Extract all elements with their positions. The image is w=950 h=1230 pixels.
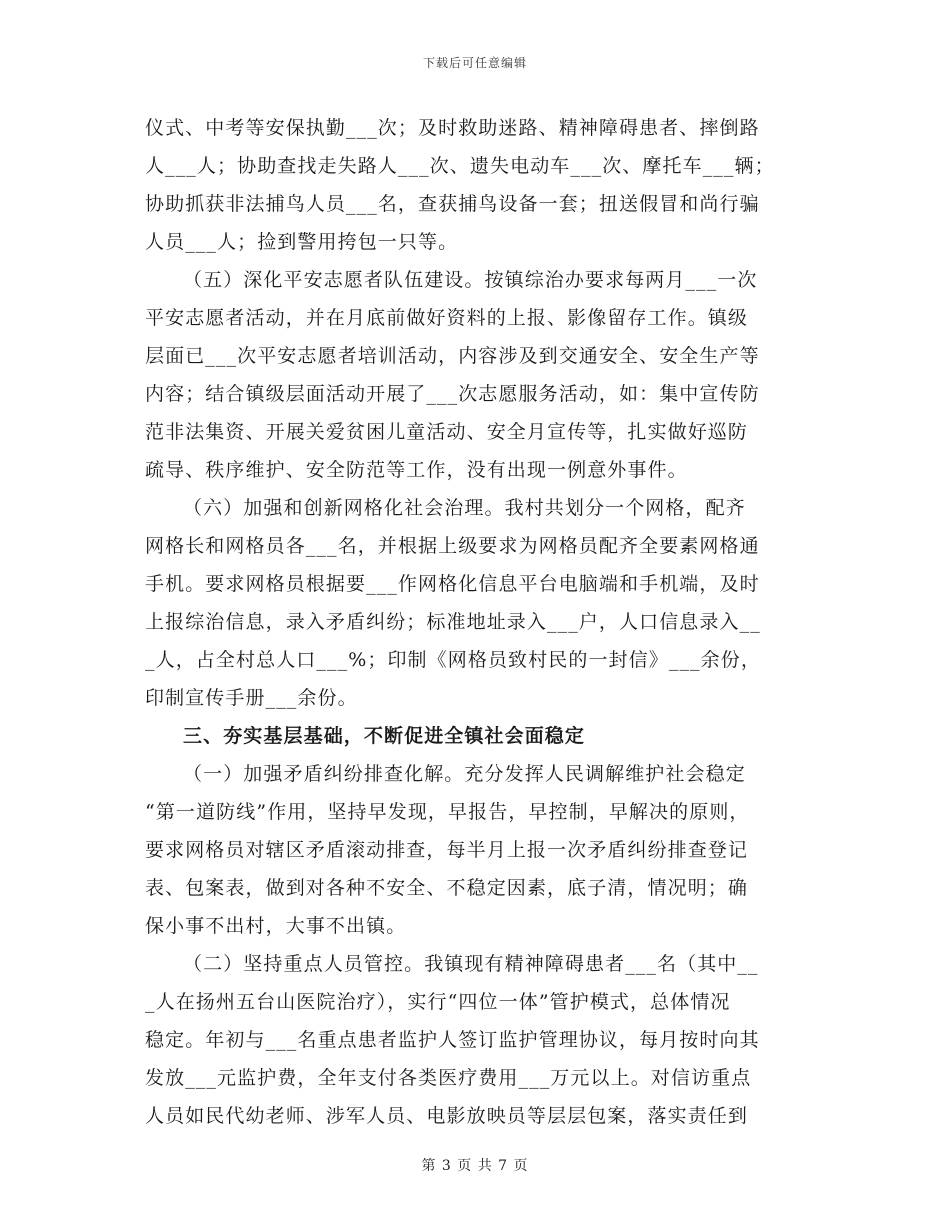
page-number-footer: 第 3 页 共 7 页 xyxy=(421,1158,529,1174)
text-line: 平安志愿者活动，并在月底前做好资料的上报、影像留存工作。镇级 xyxy=(145,307,749,329)
text-line: 保小事不出村，大事不出镇。 xyxy=(145,915,407,937)
text-line: 协助抓获非法捕鸟人员___名，查获捕鸟设备一套；扭送假冒和尚行骗 xyxy=(145,193,760,215)
paragraph-start-line: （五）深化平安志愿者队伍建设。按镇综治办要求每两月___一次 xyxy=(183,269,758,291)
text-line: 上报综治信息，录入矛盾纠纷；标准地址录入___户，人口信息录入__ xyxy=(145,611,761,633)
text-line: 网格长和网格员各___名，并根据上级要求为网格员配齐全要素网格通 xyxy=(145,535,760,557)
paragraph-start-line: （二）坚持重点人员管控。我镇现有精神障碍患者___名（其中__ xyxy=(183,953,759,975)
text-line: _人，占全村总人口___%；印制《网格员致村民的一封信》___余份， xyxy=(145,649,761,671)
text-line: 范非法集资、开展关爱贫困儿童活动、安全月宣传等，扎实做好巡防 xyxy=(145,421,749,443)
text-line: 人员如民代幼老师、涉军人员、电影放映员等层层包案，落实责任到 xyxy=(145,1105,749,1127)
text-line: 疏导、秩序维护、安全防范等工作，没有出现一例意外事件。 xyxy=(145,459,688,481)
text-line: 发放___元监护费，全年支付各类医疗费用___万元以上。对信访重点 xyxy=(145,1067,752,1089)
paragraph-start-line: （一）加强矛盾纠纷排查化解。充分发挥人民调解维护社会稳定 xyxy=(183,763,746,785)
section-heading: 三、夯实基层基础，不断促进全镇社会面稳定 xyxy=(183,725,586,747)
text-line: 人员___人；捡到警用挎包一只等。 xyxy=(145,231,459,253)
text-line: 仪式、中考等安保执勤___次；及时救助迷路、精神障碍患者、摔倒路 xyxy=(145,117,760,139)
text-line: 印制宣传手册___余份。 xyxy=(145,687,358,709)
text-line: 手机。要求网格员根据要___作网格化信息平台电脑端和手机端，及时 xyxy=(145,573,760,595)
text-line: “第一道防线”作用，坚持早发现，早报告，早控制，早解决的原则， xyxy=(145,801,750,823)
text-line: _人在扬州五台山医院治疗），实行“四位一体”管护模式，总体情况 xyxy=(145,991,731,1013)
text-line: 稳定。年初与___名重点患者监护人签订监护管理协议，每月按时向其 xyxy=(145,1029,760,1051)
text-line: 层面已___次平安志愿者培训活动，内容涉及到交通安全、安全生产等 xyxy=(145,345,760,367)
text-line: 要求网格员对辖区矛盾滚动排查，每半月上报一次矛盾纠纷排查登记 xyxy=(145,839,749,861)
paragraph-start-line: （六）加强和创新网格化社会治理。我村共划分一个网格，配齐 xyxy=(183,497,746,519)
text-line: 人___人；协助查找走失路人___次、遗失电动车___次、摩托车___辆； xyxy=(145,155,775,177)
page-header-note: 下载后可任意编辑 xyxy=(422,56,527,70)
document-body xyxy=(145,109,805,1135)
text-line: 内容；结合镇级层面活动开展了___次志愿服务活动，如：集中宣传防 xyxy=(145,383,760,405)
text-line: 表、包案表，做到对各种不安全、不稳定因素，底子清，情况明；确 xyxy=(145,877,749,899)
